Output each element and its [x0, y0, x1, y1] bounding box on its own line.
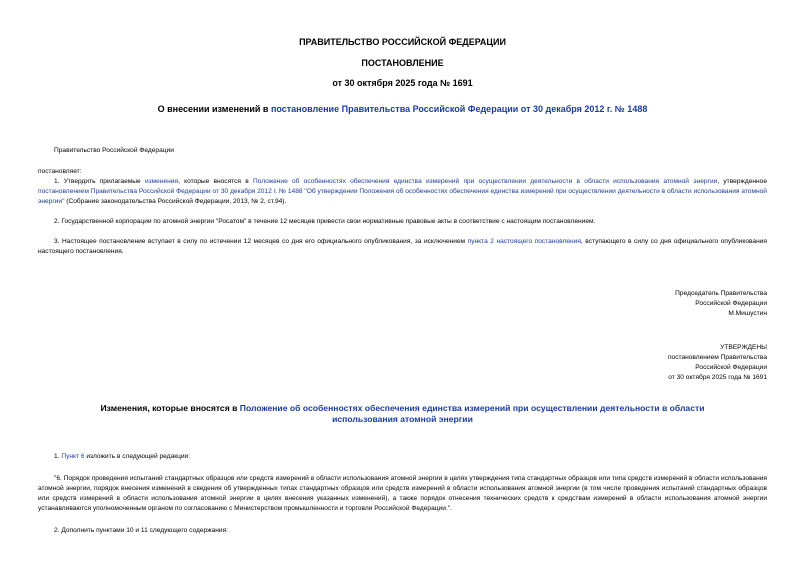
document-date-number: от 30 октября 2025 года № 1691 [332, 78, 473, 88]
changes-title-link[interactable]: Положение об особенностях обеспечения единства измерений при осуществлении деятельности в области использования атомной энергии [239, 403, 705, 424]
paragraph-1 [38, 177, 767, 207]
paragraph-3 [38, 237, 767, 257]
approved-by: постановлением Правительства [667, 354, 767, 361]
signature-block [38, 289, 767, 319]
document-title [38, 104, 767, 114]
p1-text-a: 1. Утвердить прилагаемые [54, 178, 145, 185]
signature-country: Российской Федерации [695, 300, 767, 307]
signature-name: М.Мишустин [728, 310, 767, 317]
title-link[interactable]: постановление Правительства Российской Федерации от 30 декабря 2012 г. № 1488 [270, 104, 648, 114]
government-name: Правительство Российской Федерации [54, 147, 174, 154]
p1-text-c: , утвержденное [717, 178, 767, 185]
decrees-word: постановляет: [38, 168, 82, 175]
p3-text-a: 3. Настоящее постановление вступает в силу по истечении 12 месяцев со дня его официального опубликования, за исключением [54, 238, 468, 245]
approved-country: Российской Федерации [695, 364, 767, 371]
document-type: ПОСТАНОВЛЕНИЕ [361, 58, 444, 68]
p3-link-point2[interactable]: пункта 2 настоящего постановления [467, 238, 581, 245]
changes-title-prefix: Изменения, которые вносятся в [100, 403, 240, 413]
approved-date: от 30 октября 2025 года № 1691 [668, 374, 767, 381]
p1-link-decree[interactable]: постановлением Правительства Российской Федерации от 30 декабря 2012 г. № 1488 "Об утверждении Положения об особенностях обеспечения единства измерений при осуществлении деятельности в области использования атомной энергии" [38, 188, 767, 205]
p3-text-b: , вступающего в силу со дня официального опубликования настоящего постановления. [38, 238, 767, 255]
item1-text: изложить в следующей редакции: [84, 453, 191, 460]
p1-link-changes[interactable]: изменения [144, 178, 179, 185]
government-heading: ПРАВИТЕЛЬСТВО РОССИЙСКОЙ ФЕДЕРАЦИИ [299, 37, 506, 47]
approved-label: УТВЕРЖДЕНЫ [720, 344, 767, 351]
approved-block [38, 343, 767, 383]
title-prefix: О внесении изменений в [157, 104, 271, 114]
change-item-1 [38, 452, 767, 462]
p1-text-d: (Собрание законодательства Российской Федерации, 2013, № 2, ст.94). [64, 198, 287, 205]
signature-position: Председатель Правительства [675, 290, 767, 297]
p1-text-b: , которые вносятся в [178, 178, 253, 185]
paragraph-2: 2. Государственной корпорации по атомной энергии "Росатом" в течение 12 месяцев привести свои нормативные правовые акты в соответствие с настоящим постановлением. [54, 218, 596, 225]
quoted-text: "6. Порядок проведения испытаний стандартных образцов или средств измерений в области использования атомной энергии в целях утверждения типа стандартных образцов или типа средств измерений в области использования атомной энергии, порядок внесения изменений в сведения об утвержденных типах стандартных образцов или средств измерений в области использования атомной энергии (в том числе проведения испытаний стандартных образцов или средств измерений в области использования атомной энергии в целях внесения указанных изменений), а также порядок отнесения технических средств к средствам измерений в области использования атомной энергии устанавливаются уполномоченным органом по согласованию с Министерством промышленности и торговли Российской Федерации.". [38, 475, 767, 512]
item1-link-point6[interactable]: Пункт 6 [61, 453, 85, 460]
changes-title [38, 403, 767, 425]
p1-link-regulation[interactable]: Положение об особенностях обеспечения единства измерений при осуществлении деятельности в области использования атомной энергии [252, 178, 718, 185]
change-item-2: 2. Дополнить пунктами 10 и 11 следующего содержания: [54, 527, 228, 534]
item1-number: 1. [54, 453, 62, 460]
